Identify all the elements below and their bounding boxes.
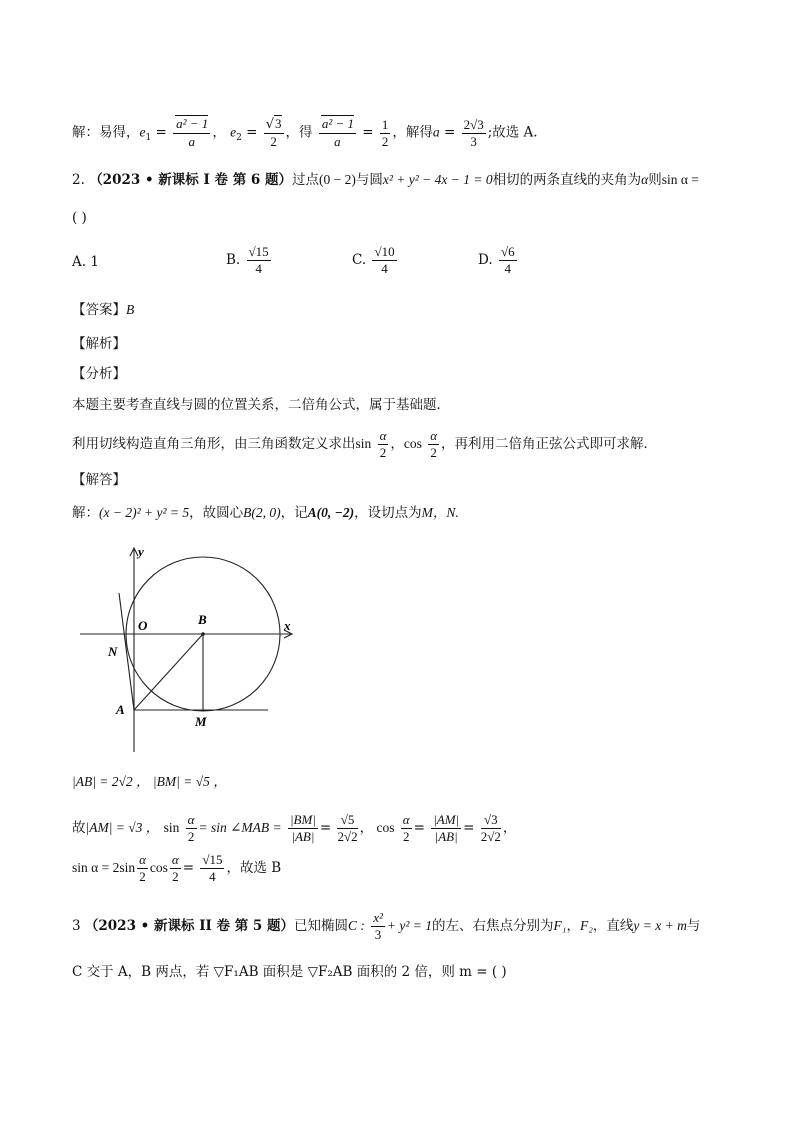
math: ， cos	[359, 820, 395, 835]
option-label: D.	[478, 252, 493, 268]
math: |AM| = √3 ，	[85, 820, 160, 835]
numerator: α	[379, 428, 387, 443]
prev-solution-line: 解：易得，$e_1$ = $\frac{\text{a² − 1}}{a}$ ， $e_2$ = $\frac{√3}{2}$ ，得 $\frac{\text{a² − 1}}{a}$ = $\frac{1}{2}$ ，解得a = $\frac{2√3}{3}$ ;故选 A.	[72, 116, 538, 149]
answer-paren: ( )	[72, 210, 87, 226]
denominator: 2√2	[337, 829, 358, 844]
numerator: α	[187, 812, 195, 827]
math: y = x + m	[633, 918, 687, 933]
fraction	[378, 428, 389, 461]
question-source: （2023 • 新课标 II 卷 第 5 题）	[84, 918, 295, 934]
denominator: 2	[402, 829, 410, 844]
math: sin	[355, 436, 372, 451]
denominator: 4	[255, 261, 262, 276]
fraction	[170, 852, 181, 885]
numerator: √6	[500, 244, 515, 259]
math: cos	[403, 436, 422, 451]
numerator: √15	[248, 244, 269, 259]
numerator: x²	[373, 910, 383, 925]
numerator: α	[139, 852, 146, 867]
subscript: 1	[145, 133, 152, 144]
var-e: e	[139, 124, 146, 140]
section-label: 【解析】	[72, 336, 126, 352]
section-label: 【分析】	[72, 366, 126, 382]
lengths-line: |AB| = 2√2 ， |BM| = √5 ，	[72, 774, 227, 789]
denominator: 4	[504, 261, 511, 276]
text: 解：	[72, 505, 99, 521]
option-label: B.	[226, 252, 241, 268]
text: 与	[686, 918, 701, 934]
text: 则	[648, 172, 662, 188]
final-line	[72, 852, 281, 885]
denominator: 2	[270, 134, 277, 149]
sqrt-content: 3	[275, 116, 282, 131]
text: ，再利用二倍角正弦公式即可求解．	[441, 436, 658, 452]
analysis-line-2	[72, 428, 657, 461]
tangent-line-an	[119, 593, 134, 710]
denominator: a	[334, 134, 341, 149]
question-3-line	[72, 910, 700, 943]
math: = sin ∠MAB =	[198, 820, 282, 835]
math: sin α = 2sin	[72, 860, 136, 875]
math: (x − 2)² + y² = 5	[99, 505, 190, 520]
text: ;故选 A.	[487, 124, 538, 141]
denominator: 2	[381, 133, 389, 149]
math: M，N.	[421, 505, 459, 520]
math: x² + y² − 4x − 1 = 0	[382, 172, 493, 187]
text: 故	[72, 820, 86, 836]
fraction: $\frac{√3}{2}$	[265, 116, 282, 149]
solution-line-1	[72, 503, 459, 523]
text: 过点	[292, 172, 319, 188]
math: sin α =	[661, 172, 699, 187]
fraction	[372, 244, 396, 277]
denominator: |AB|	[291, 829, 315, 844]
numerator: α	[171, 852, 179, 867]
option-b	[226, 244, 273, 277]
text: ，得	[285, 124, 313, 141]
fraction	[200, 852, 224, 885]
numerator: α	[402, 812, 410, 827]
fraction	[481, 812, 501, 845]
numerator: √5	[337, 812, 357, 829]
text: 已知椭圆	[294, 918, 349, 934]
text: ，故圆心	[189, 505, 244, 521]
denominator: 3	[470, 133, 477, 149]
segment-ab	[134, 634, 203, 710]
label-y: y	[138, 544, 144, 559]
numerator: √10	[374, 244, 395, 259]
sqrt-content: a² − 1	[321, 116, 355, 131]
option-d	[478, 244, 519, 277]
math: (0 − 2)	[319, 172, 356, 187]
numerator: |AM|	[433, 812, 460, 827]
math: A(0, −2)	[307, 505, 355, 520]
analysis-text: 本题主要考查直线与圆的位置关系，二倍角公式，属于基础题．	[72, 397, 450, 413]
denominator: a	[188, 134, 195, 149]
text: ，故选 B	[226, 860, 282, 876]
math: C :	[348, 918, 365, 933]
numerator: α	[430, 428, 438, 443]
denominator: 2	[139, 869, 146, 884]
question-2-line	[72, 170, 699, 190]
text: ，设切点为	[354, 505, 422, 521]
section-label: 【答案】	[72, 302, 126, 318]
text: 的左、右焦点分别为	[432, 918, 554, 934]
text: ，记	[280, 505, 308, 521]
fraction	[499, 244, 517, 277]
denominator: |AB|	[434, 829, 458, 844]
denominator: 4	[381, 261, 388, 276]
text: 相切的两条直线的夹角为	[492, 172, 642, 188]
subscript: 2	[236, 133, 242, 144]
text: ，直线	[592, 918, 634, 934]
question-number: 2.	[72, 172, 85, 188]
text: ，解得	[392, 124, 433, 141]
label-n: N	[108, 644, 118, 659]
label-m: M	[195, 714, 207, 729]
math: =	[182, 860, 195, 876]
denominator: 2√2	[480, 829, 501, 844]
math: + y² = 1	[386, 918, 432, 933]
text: ，	[566, 918, 580, 934]
numerator: |BM|	[289, 812, 316, 827]
circle-tangent-figure	[78, 540, 308, 755]
denominator: 2	[187, 829, 195, 844]
denominator: 2	[379, 445, 387, 460]
label-o: O	[138, 618, 148, 633]
math: F₂	[579, 918, 593, 933]
question-number: 3	[72, 918, 81, 934]
option-label: C.	[352, 252, 367, 268]
text: ，	[390, 436, 404, 452]
answer-value: B	[126, 302, 135, 317]
numerator: √15	[202, 852, 223, 867]
answer-line	[72, 300, 134, 320]
fraction	[380, 117, 391, 150]
math: =	[413, 820, 425, 836]
math: sin	[163, 820, 180, 835]
fraction	[371, 910, 385, 943]
sqrt-content: a² − 1	[176, 116, 209, 131]
denominator: 4	[209, 869, 216, 884]
fraction	[186, 812, 197, 845]
text: ，	[502, 820, 517, 836]
fraction	[337, 812, 357, 845]
label-x: x	[284, 618, 291, 633]
math: =	[463, 820, 475, 836]
question-source: （2023 • 新课标 I 卷 第 6 题）	[89, 172, 292, 188]
numerator: √3	[481, 812, 501, 829]
math: =	[319, 820, 332, 836]
fraction	[173, 116, 210, 150]
option-label: A. 1	[72, 254, 99, 270]
label-a: A	[116, 702, 125, 717]
fraction	[288, 812, 318, 845]
option-c	[352, 244, 399, 277]
text: 与圆	[355, 172, 383, 188]
question-3-line-2: C 交于 A，B 两点，若 ▽F₁AB 面积是 ▽F₂AB 面积的 2 倍，则 m = ( )	[72, 964, 507, 980]
numerator: 2√3	[463, 116, 484, 132]
fraction	[137, 852, 148, 885]
label-b: B	[198, 612, 207, 627]
option-a	[72, 252, 99, 272]
text: 解：易得，	[72, 124, 140, 141]
math: F₁	[553, 918, 567, 933]
text: 利用切线构造直角三角形，由三角函数定义求出	[72, 436, 356, 452]
var-e: e	[230, 124, 237, 140]
fraction	[428, 428, 439, 461]
math: α	[641, 172, 649, 187]
math: cos	[149, 860, 168, 875]
fraction	[431, 812, 461, 845]
fraction	[401, 812, 412, 845]
numerator: 1	[381, 116, 389, 132]
half-angle-line	[72, 812, 516, 845]
math: B(2, 0)	[243, 505, 281, 520]
section-label: 【解答】	[72, 472, 126, 488]
denominator: 2	[430, 445, 437, 460]
point-b	[201, 632, 205, 636]
fraction	[462, 117, 486, 150]
fraction	[247, 244, 271, 277]
denominator: 2	[172, 869, 179, 884]
fraction	[319, 116, 356, 150]
denominator: 3	[374, 927, 382, 942]
